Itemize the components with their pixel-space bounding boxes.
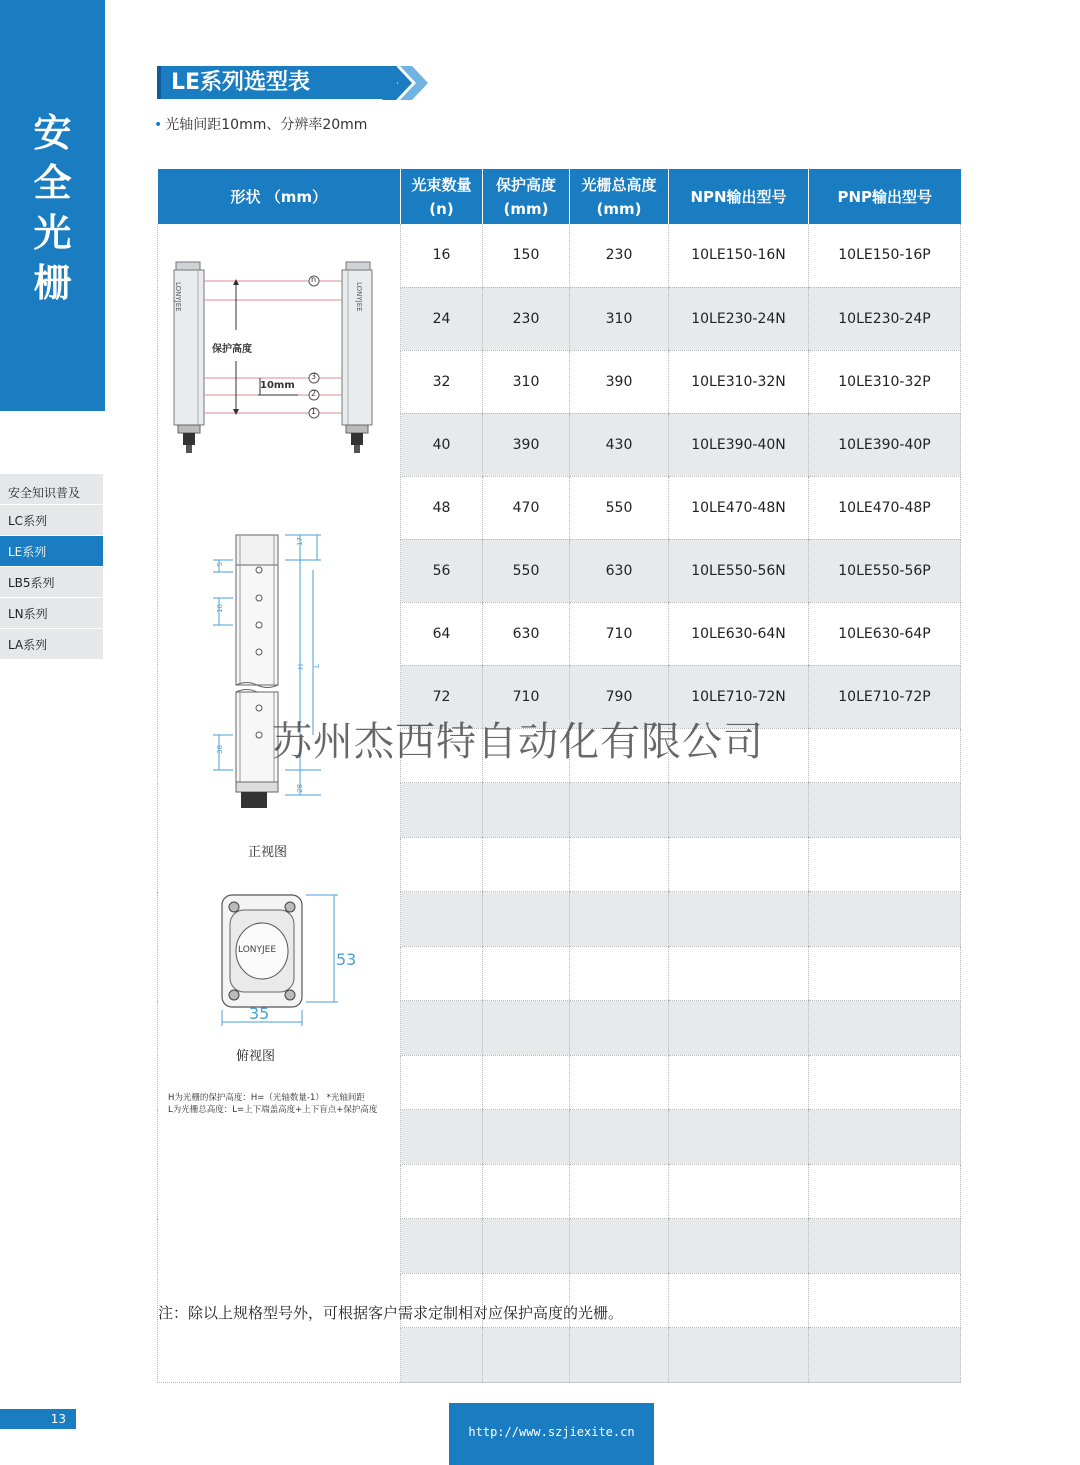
pitch-label: 10mm (260, 380, 295, 391)
dim-H: H (297, 664, 305, 670)
cell-pnp: 10LE470-48P (809, 476, 961, 539)
cell-pnp: 10LE630-64P (809, 602, 961, 665)
cell-npn: 10LE310-32N (669, 350, 809, 413)
marker-3: 3 (311, 372, 317, 381)
cell-beams: 56 (401, 539, 483, 602)
cell-npn: 10LE390-40N (669, 413, 809, 476)
brand-label-left: LONYJEE (174, 282, 182, 312)
side-nav (0, 474, 103, 660)
company-watermark: 苏州杰西特自动化有限公司 (272, 719, 764, 765)
nav-item-le[interactable]: LE系列 (0, 536, 103, 566)
top-view-drawing (212, 890, 342, 1030)
formula-line-2: L为光栅总高度：L=上下端盖高度+上下盲点+保护高度 (168, 1105, 378, 1115)
cell-total: 390 (570, 350, 669, 413)
cell-npn: 10LE630-64N (669, 602, 809, 665)
marker-n: n (311, 275, 317, 284)
cell-npn: 10LE230-24N (669, 287, 809, 350)
cell-pnp: 10LE310-32P (809, 350, 961, 413)
dim-width-35: 35 (249, 1004, 270, 1023)
cell-npn: 10LE710-72N (669, 665, 809, 728)
front-view-caption: 正视图 (248, 845, 288, 860)
cell-protect: 550 (483, 539, 570, 602)
formula-note (168, 1092, 377, 1116)
cell-protect: 310 (483, 350, 570, 413)
cell-protect: 230 (483, 287, 570, 350)
nav-item-la[interactable]: LA系列 (0, 629, 103, 659)
header-beams: 光束数量 (n) (401, 169, 483, 224)
dim-5: 5 (216, 562, 224, 567)
top-view-brand: LONYJEE (238, 945, 277, 955)
cell-beams: 40 (401, 413, 483, 476)
table-header-row (158, 169, 961, 224)
bullet-dot-icon: • (154, 117, 163, 133)
dim-28: 28 (296, 784, 304, 793)
header-pnp: PNP输出型号 (809, 169, 961, 224)
cell-pnp: 10LE710-72P (809, 665, 961, 728)
header-shape: 形状 （mm） (158, 169, 401, 224)
formula-line-1: H为光栅的保护高度：H=（光轴数量-1） *光轴间距 (168, 1093, 365, 1103)
cell-pnp: 10LE230-24P (809, 287, 961, 350)
side-banner-title: 安 全 光 栅 (33, 111, 72, 305)
cell-beams: 48 (401, 476, 483, 539)
front-view-drawing (205, 530, 325, 830)
brand-label-right: LONYJEE (355, 282, 363, 312)
cell-protect: 630 (483, 602, 570, 665)
cell-total: 710 (570, 602, 669, 665)
dim-17: 17 (296, 537, 304, 546)
cell-pnp: 10LE390-40P (809, 413, 961, 476)
cell-beams: 72 (401, 665, 483, 728)
dim-30: 30 (216, 745, 224, 754)
bullet-note (154, 114, 367, 134)
page-number: 13 (0, 1409, 76, 1429)
cell-npn: 10LE150-16N (669, 224, 809, 287)
cell-total: 430 (570, 413, 669, 476)
cell-npn: 10LE470-48N (669, 476, 809, 539)
cell-beams: 24 (401, 287, 483, 350)
dim-height-53: 53 (336, 950, 357, 969)
dim-L: L (313, 664, 321, 668)
protect-height-label: 保护高度 (212, 344, 252, 355)
header-protect-height: 保护高度 (mm) (483, 169, 570, 224)
cell-beams: 16 (401, 224, 483, 287)
cell-total: 310 (570, 287, 669, 350)
cell-protect: 150 (483, 224, 570, 287)
footnote: 注：除以上规格型号外，可根据客户需求定制相对应保护高度的光栅。 (158, 1304, 624, 1322)
header-npn: NPN输出型号 (669, 169, 809, 224)
nav-item-lb5[interactable]: LB5系列 (0, 567, 103, 597)
cell-total: 550 (570, 476, 669, 539)
header-total-height: 光栅总高度 (mm) (570, 169, 669, 224)
cell-beams: 64 (401, 602, 483, 665)
cell-total: 230 (570, 224, 669, 287)
dim-10: 10 (216, 604, 224, 613)
marker-1: 1 (311, 407, 317, 416)
cell-beams: 32 (401, 350, 483, 413)
chevron-right-icon (380, 66, 432, 100)
cell-pnp: 10LE150-16P (809, 224, 961, 287)
nav-item-safety-knowledge[interactable]: 安全知识普及 (0, 474, 103, 504)
cell-npn: 10LE550-56N (669, 539, 809, 602)
cell-protect: 390 (483, 413, 570, 476)
cell-protect: 470 (483, 476, 570, 539)
bullet-note-text: 光轴间距10mm、分辨率20mm (165, 117, 368, 133)
side-banner (0, 0, 105, 411)
top-view-caption: 俯视图 (236, 1049, 276, 1064)
marker-2: 2 (311, 389, 317, 398)
nav-item-ln[interactable]: LN系列 (0, 598, 103, 628)
section-title: LE系列选型表 (171, 70, 311, 95)
cell-protect: 710 (483, 665, 570, 728)
cell-pnp: 10LE550-56P (809, 539, 961, 602)
website-link[interactable]: http://www.szjiexite.cn (449, 1403, 654, 1465)
cell-total: 630 (570, 539, 669, 602)
nav-item-lc[interactable]: LC系列 (0, 505, 103, 535)
cell-total: 790 (570, 665, 669, 728)
